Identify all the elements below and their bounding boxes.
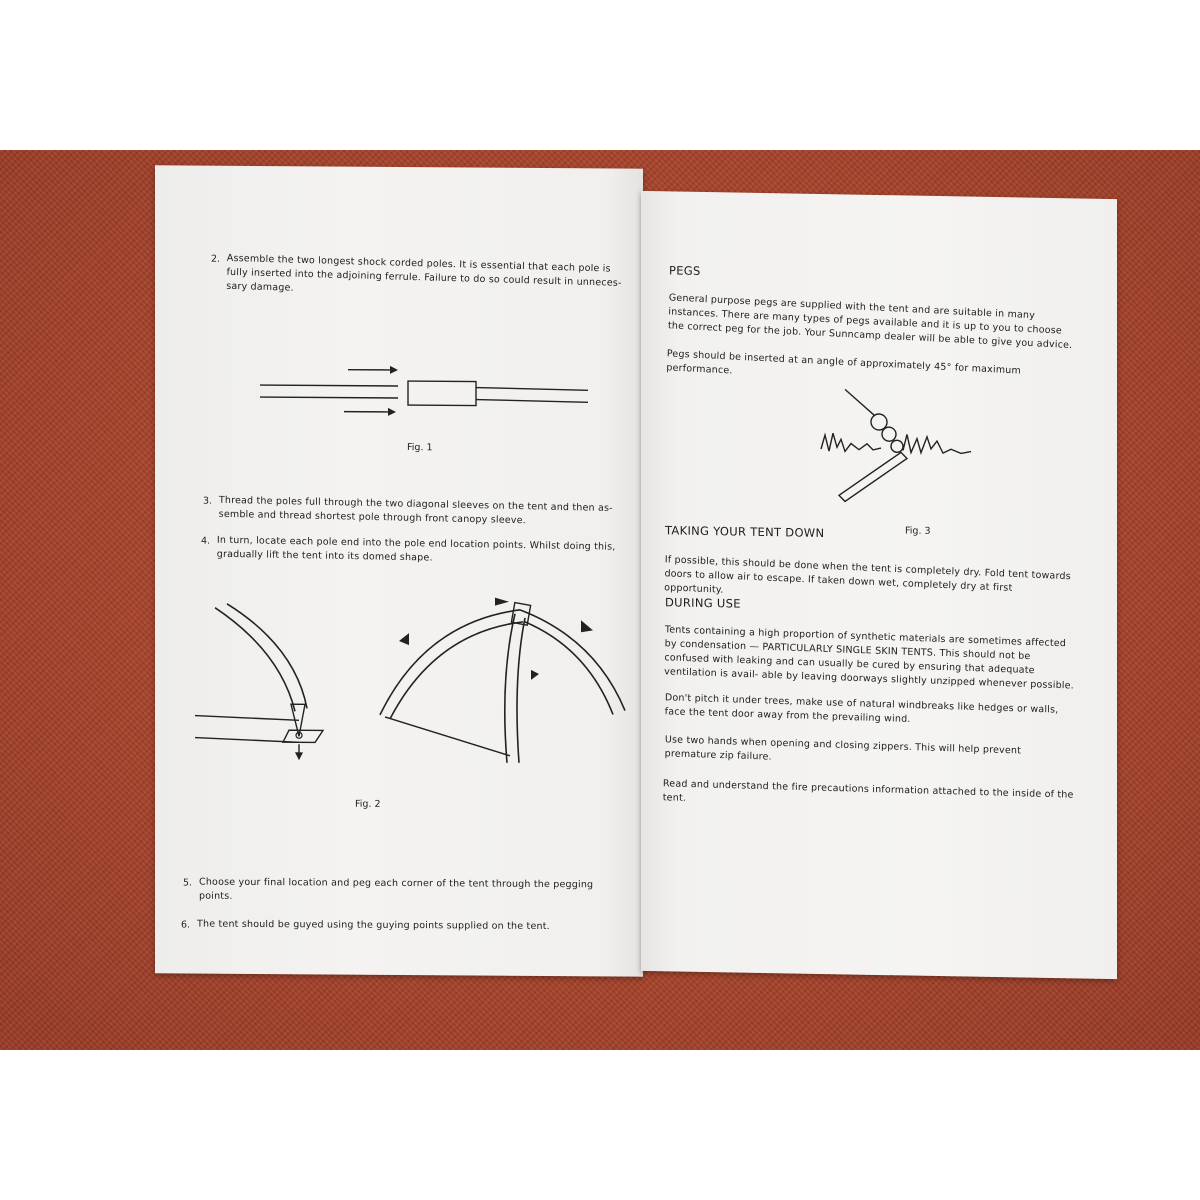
- photo-background: [0, 150, 1200, 1050]
- step-4-number: 4.: [201, 535, 211, 547]
- taking-down-heading: TAKING YOUR TENT DOWN: [665, 523, 825, 541]
- step-6-number: 6.: [181, 919, 191, 931]
- step-6-text: The tent should be guyed using the guying points supplied on the tent.: [197, 918, 550, 933]
- step-2-text: Assemble the two longest shock corded poles. It is essential that each pole is fully inserted into the adjoining ferrule. Failure to do so could result in unneces- sary damage.: [226, 252, 622, 294]
- during-use-paragraph-2: Don't pitch it under trees, make use of natural windbreaks like hedges or walls, face the tent door away from the prevailing wind.: [664, 692, 1059, 725]
- during-use-paragraph-3: Use two hands when opening and closing zippers. This will help prevent premature zip failure.: [664, 734, 1022, 763]
- fig-3-peg-in-ground: [811, 389, 981, 502]
- fig-1-pole-diagram: [260, 361, 590, 433]
- fig-2-caption: Fig. 2: [355, 798, 381, 810]
- pegs-heading: PEGS: [669, 263, 701, 278]
- fig-3-caption: Fig. 3: [905, 525, 931, 537]
- during-use-heading: DURING USE: [665, 595, 741, 611]
- during-use-paragraph-1: Tents containing a high proportion of synthetic materials are sometimes affected by condensation — PARTICULARLY SINGLE SKIN TENTS. This should not be confused with leaking and can usually be cured by ensuring that adequate ventilation is avail- able by leaving doorways slightly unzipped whenever possible.: [664, 624, 1075, 692]
- taking-down-paragraph: If possible, this should be done when the tent is completely dry. Fold tent towards doors to allow air to escape. If taken down wet, completely dry at first opportunity.: [664, 554, 1071, 596]
- step-4-text: In turn, locate each pole end into the pole end location points. Whilst doing this, gradually lift the tent into its domed shape.: [216, 534, 616, 564]
- step-5-number: 5.: [183, 877, 193, 889]
- step-5-text: Choose your final location and peg each corner of the tent through the pegging points.: [199, 876, 594, 902]
- fig-1-caption: Fig. 1: [407, 442, 433, 454]
- pegs-paragraph-2: Pegs should be inserted at an angle of approximately 45° for maximum performance.: [666, 348, 1022, 377]
- fig-2-tent-dome-diagram: [195, 596, 635, 769]
- left-page: [155, 165, 643, 976]
- step-3-text: Thread the poles full through the two diagonal sleeves on the tent and then as- semble and thread shortest pole through front canopy sleeve.: [218, 494, 613, 527]
- pegs-paragraph-1: General purpose pegs are supplied with the tent and are suitable in many instances. There are many types of pegs available and it is up to you to choose the correct peg for the job. Your Sunncamp dealer will be able to give you advice.: [667, 292, 1073, 352]
- right-page: [641, 191, 1117, 979]
- step-3-number: 3.: [203, 495, 213, 507]
- step-2-number: 2.: [211, 253, 221, 265]
- during-use-paragraph-4: Read and understand the fire precautions information attached to the inside of the tent.: [662, 778, 1074, 804]
